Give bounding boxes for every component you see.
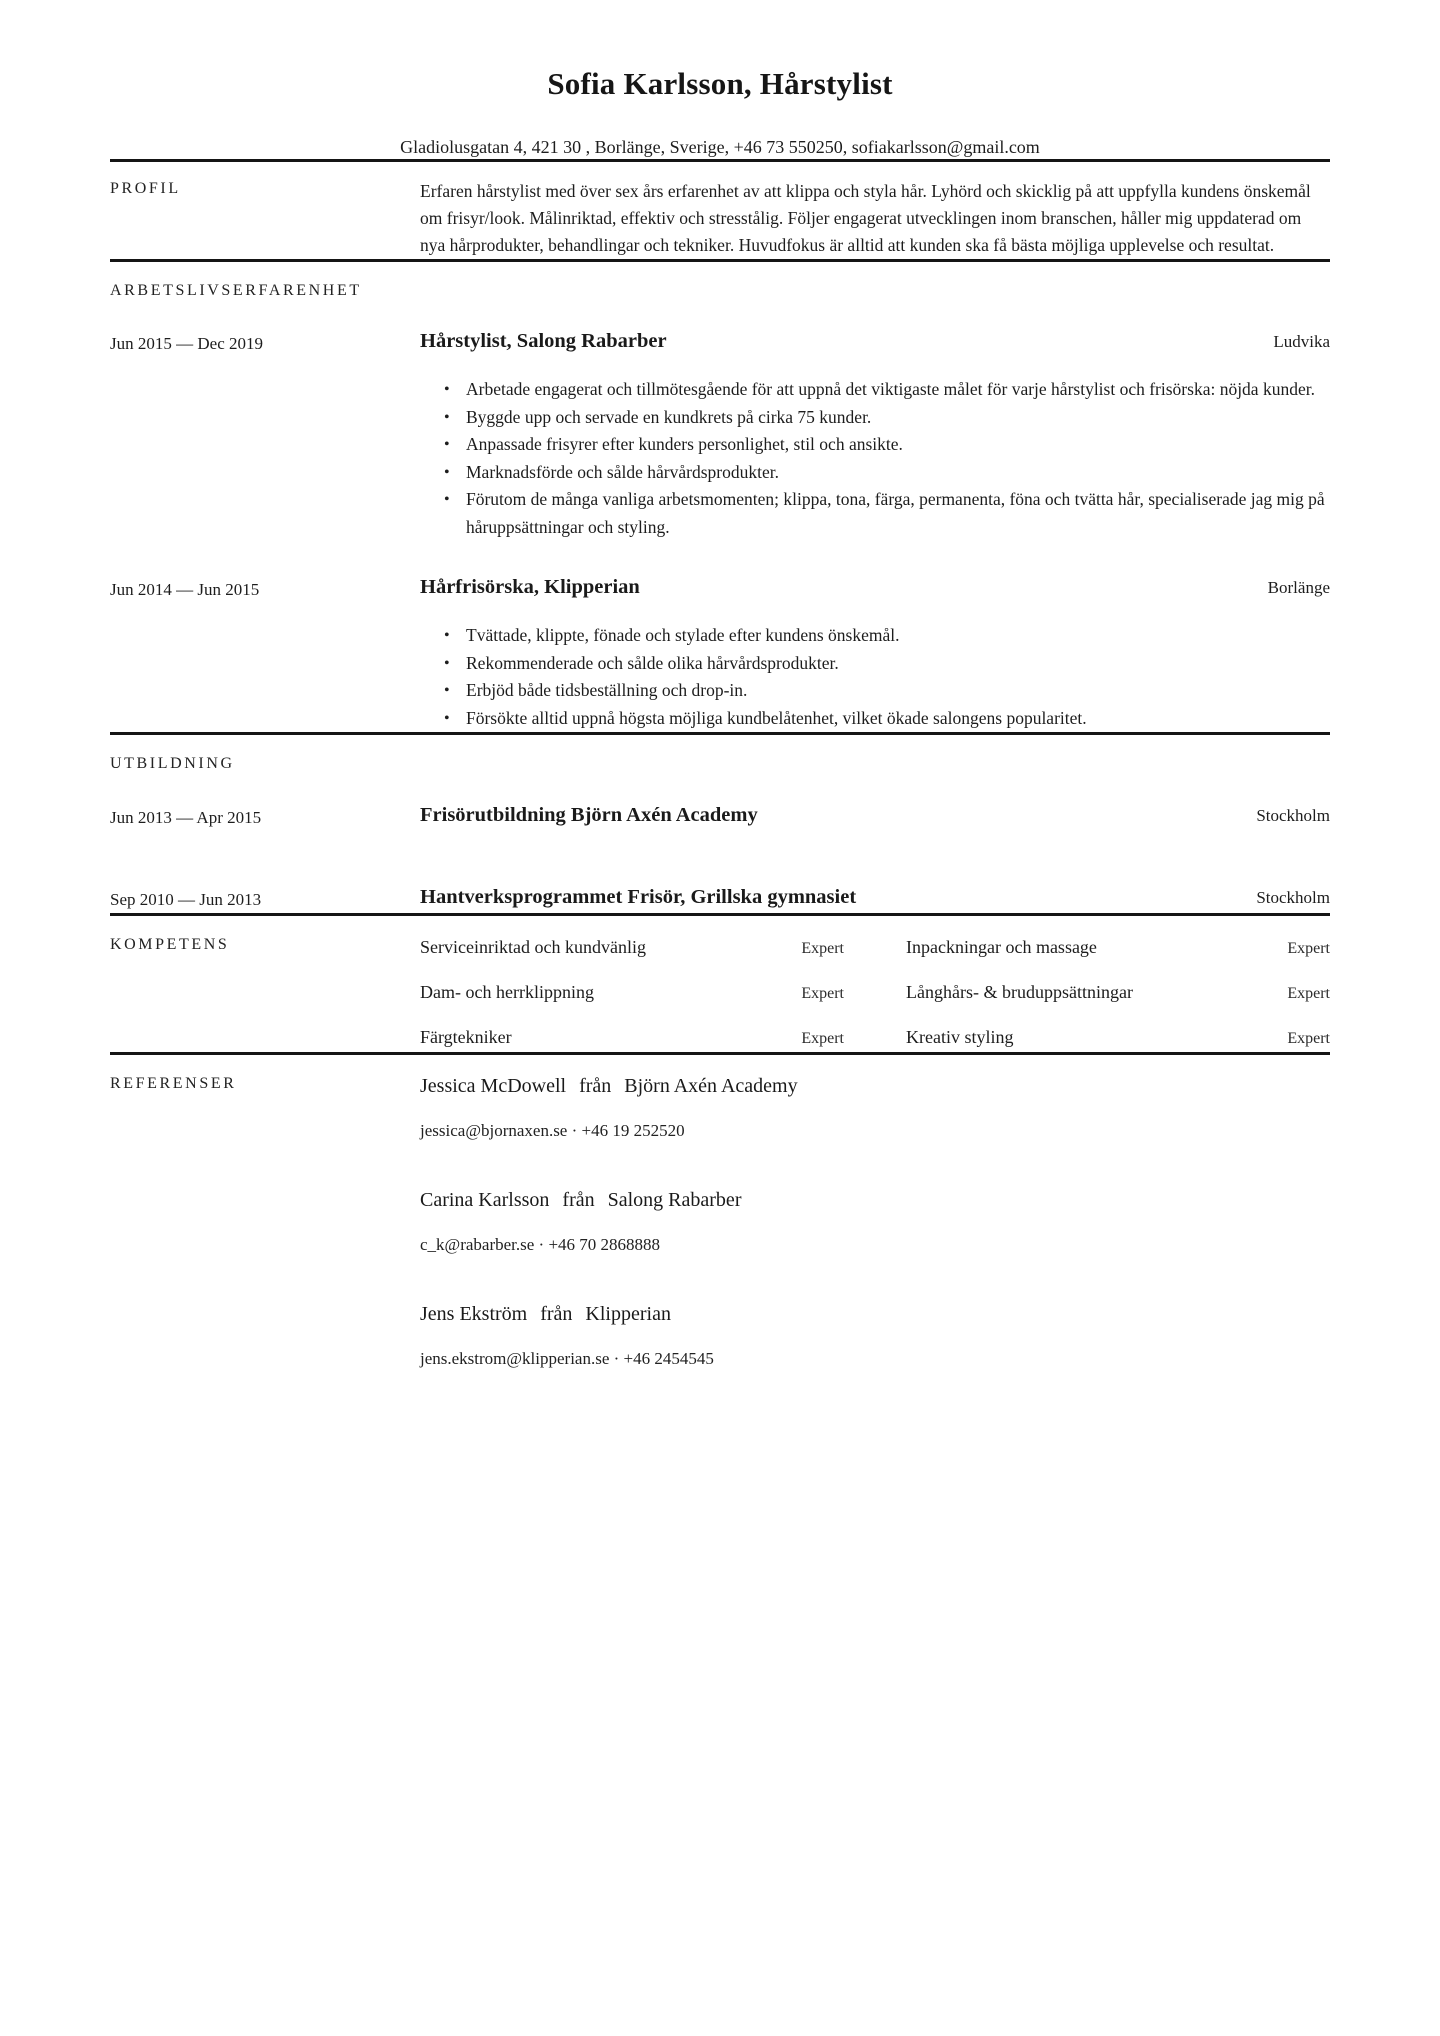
job-bullet: • Rekommenderade och sålde olika hårvårdsprodukter. xyxy=(442,650,1330,678)
skill-level: Expert xyxy=(1287,985,1330,1002)
section-referenser xyxy=(110,1073,1330,1371)
reference-person: Carina Karlsson xyxy=(420,1189,550,1211)
skill-item xyxy=(420,979,844,1007)
education-entry xyxy=(110,884,1330,913)
divider xyxy=(110,159,1330,162)
page-title: Sofia Karlsson, Hårstylist xyxy=(547,66,893,101)
job-bullet: • Tvättade, klippte, fönade och stylade efter kundens önskemål. xyxy=(442,622,1330,650)
job-location: Ludvika xyxy=(1273,332,1330,351)
job-title: Hårstylist, Salong Rabarber xyxy=(420,330,667,352)
divider xyxy=(110,913,1330,916)
education-location: Stockholm xyxy=(1256,888,1330,907)
skill-level: Expert xyxy=(801,1030,844,1047)
education-title: Hantverksprogrammet Frisör, Grillska gymnasiet xyxy=(420,886,857,908)
job-entry xyxy=(110,328,1330,541)
job-bullet: • Erbjöd både tidsbeställning och drop-in. xyxy=(442,677,1330,705)
reference-person: Jens Ekström xyxy=(420,1303,528,1325)
skill-item xyxy=(906,934,1330,962)
education-location: Stockholm xyxy=(1256,806,1330,825)
job-bullet-list xyxy=(420,376,1330,541)
education-title: Frisörutbildning Björn Axén Academy xyxy=(420,804,758,826)
job-entry xyxy=(110,574,1330,732)
reference-company: Björn Axén Academy xyxy=(624,1075,798,1097)
job-bullet: • Försökte alltid uppnå högsta möjliga kundbelåtenhet, vilket ökade salongens popularitet. xyxy=(442,705,1330,733)
skill-level: Expert xyxy=(1287,940,1330,957)
section-label-kompetens: KOMPETENS xyxy=(110,936,230,953)
resume-header xyxy=(110,0,1330,159)
job-main xyxy=(420,574,1330,732)
job-bullet: • Arbetade engagerat och tillmötesgående för att uppnå det viktigaste målet för varje hårstylist och frisörska: nöjda kunder. xyxy=(442,376,1330,404)
education-entry xyxy=(110,802,1330,831)
education-header xyxy=(420,802,1330,829)
profile-text: Erfaren hårstylist med över sex års erfarenhet av att klippa och styla hår. Lyhörd och skicklig på att uppfylla kundens önskemål om frisyr/look. Målinriktad, effektiv och stresstålig. Följer engagerat utvecklingen inom branschen, håller mig uppdaterad om nya hårprodukter, behandlingar och tekniker. Huvudfokus är alltid att kunden ska få bästa möjliga upplevelse och resultat. xyxy=(420,181,1311,255)
divider xyxy=(110,732,1330,735)
job-bullet: • Förutom de många vanliga arbetsmomenten; klippa, tona, färga, permanenta, föna och tvätta hår, specialiserade jag mig på håruppsättningar och styling. xyxy=(442,486,1330,541)
references-list xyxy=(420,1073,1330,1371)
skills-grid xyxy=(420,934,1330,1052)
reference-contact: jens.ekstrom@klipperian.se · +46 2454545 xyxy=(420,1349,714,1368)
reference-entry xyxy=(420,1073,1330,1143)
section-label-profil: PROFIL xyxy=(110,180,181,197)
reference-company: Salong Rabarber xyxy=(607,1189,742,1211)
job-title: Hårfrisörska, Klipperian xyxy=(420,576,640,598)
skill-item xyxy=(420,1024,844,1052)
skill-name: Kreativ styling xyxy=(906,1027,1014,1047)
skill-item xyxy=(420,934,844,962)
reference-from-word: från xyxy=(540,1303,573,1325)
divider xyxy=(110,1052,1330,1055)
section-profil xyxy=(110,178,1330,259)
job-location: Borlänge xyxy=(1267,578,1330,597)
skill-level: Expert xyxy=(1287,1030,1330,1047)
reference-from-word: från xyxy=(579,1075,612,1097)
job-bullet-list xyxy=(420,622,1330,732)
skill-name: Inpackningar och massage xyxy=(906,937,1097,957)
reference-company: Klipperian xyxy=(585,1303,671,1325)
section-label-arbetslivserfarenhet: ARBETSLIVSERFARENHET xyxy=(110,282,362,299)
job-dates: Jun 2014 — Jun 2015 xyxy=(110,580,260,599)
reference-from-word: från xyxy=(562,1189,595,1211)
section-label-referenser: REFERENSER xyxy=(110,1075,237,1092)
job-header xyxy=(420,328,1330,355)
section-label-utbildning: UTBILDNING xyxy=(110,755,235,772)
job-main xyxy=(420,328,1330,541)
job-dates: Jun 2015 — Dec 2019 xyxy=(110,334,263,353)
section-utbildning xyxy=(110,753,1330,913)
skill-level: Expert xyxy=(801,940,844,957)
contact-line: Gladiolusgatan 4, 421 30 , Borlänge, Sverige, +46 73 550250, sofiakarlsson@gmail.com xyxy=(400,137,1040,157)
skill-item xyxy=(906,979,1330,1007)
reference-contact: jessica@bjornaxen.se · +46 19 252520 xyxy=(420,1121,685,1140)
job-bullet: • Byggde upp och servade en kundkrets på cirka 75 kunder. xyxy=(442,404,1330,432)
job-bullet: • Anpassade frisyrer efter kunders personlighet, stil och ansikte. xyxy=(442,431,1330,459)
divider xyxy=(110,259,1330,262)
reference-entry xyxy=(420,1301,1330,1371)
job-bullet: • Marknadsförde och sålde hårvårdsprodukter. xyxy=(442,459,1330,487)
education-dates: Jun 2013 — Apr 2015 xyxy=(110,808,262,827)
skill-name: Dam- och herrklippning xyxy=(420,982,594,1002)
reference-person: Jessica McDowell xyxy=(420,1075,567,1097)
section-arbetslivserfarenhet xyxy=(110,280,1330,732)
skill-item xyxy=(906,1024,1330,1052)
education-header xyxy=(420,884,1330,911)
skill-name: Långhårs- & bruduppsättningar xyxy=(906,982,1133,1002)
reference-name-line xyxy=(420,1187,1330,1213)
job-header xyxy=(420,574,1330,601)
skill-name: Färgtekniker xyxy=(420,1027,512,1047)
reference-name-line xyxy=(420,1301,1330,1327)
section-kompetens xyxy=(110,934,1330,1052)
skill-name: Serviceinriktad och kundvänlig xyxy=(420,937,646,957)
reference-entry xyxy=(420,1187,1330,1257)
reference-contact: c_k@rabarber.se · +46 70 2868888 xyxy=(420,1235,661,1254)
education-dates: Sep 2010 — Jun 2013 xyxy=(110,890,262,909)
reference-name-line xyxy=(420,1073,1330,1099)
skill-level: Expert xyxy=(801,985,844,1002)
